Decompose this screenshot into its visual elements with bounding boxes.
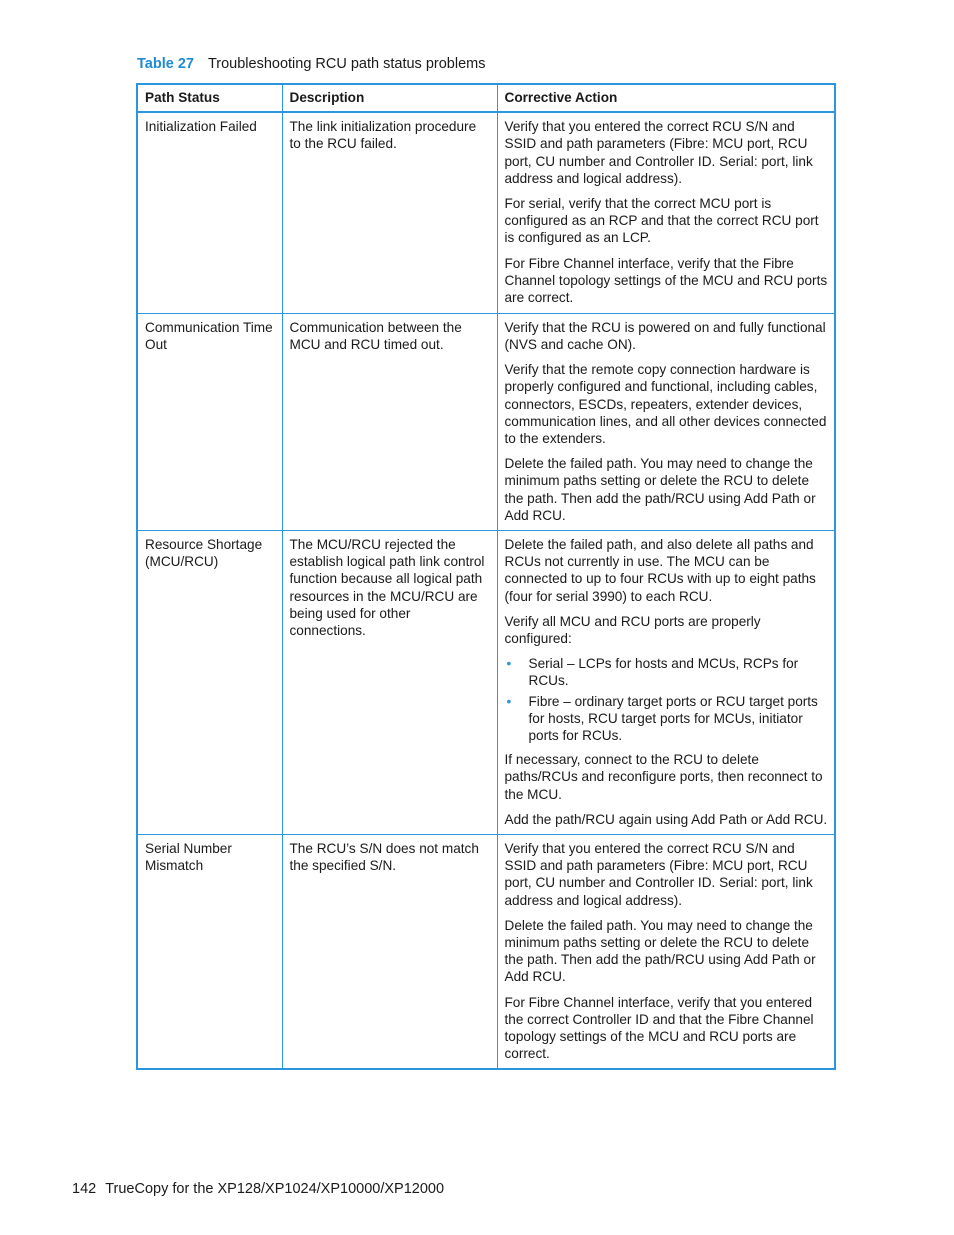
port-bullet-list: [505, 655, 829, 744]
action-paragraph: If necessary, connect to the RCU to delete paths/RCUs and reconfigure ports, then reconnect to the MCU.: [504, 752, 823, 802]
action-paragraph: For Fibre Channel interface, verify that the Fibre Channel topology settings of the MCU and RCU ports are correct.: [504, 255, 828, 306]
path-status-cell: Communication Time Out: [137, 313, 282, 530]
header-corrective-action: Corrective Action: [497, 84, 835, 112]
description-cell: The link initialization procedure to the RCU failed.: [282, 112, 497, 313]
list-item-text: Serial – LCPs for hosts and MCUs, RCPs for RCUs.: [528, 656, 799, 689]
footer-title: TrueCopy for the XP128/XP1024/XP10000/XP12000: [105, 1181, 445, 1197]
table-number: Table 27: [137, 56, 194, 72]
path-status-cell: Resource Shortage (MCU/RCU): [137, 530, 282, 834]
corrective-action-cell: [497, 834, 835, 1069]
page-number: 142: [72, 1181, 97, 1197]
bullet-dot-icon: •: [506, 656, 512, 672]
table-row: [137, 530, 835, 834]
table-row: [137, 834, 835, 1069]
table-row: [137, 313, 835, 530]
table-row: [137, 112, 835, 313]
table-caption: [137, 54, 485, 74]
header-path-status: Path Status: [137, 84, 282, 112]
troubleshooting-table: [136, 83, 836, 1070]
corrective-action-cell: [497, 530, 835, 834]
list-item-text: Fibre – ordinary target ports or RCU target ports for hosts, RCU target ports for MCUs, initiator ports for RCUs.: [528, 693, 818, 743]
action-paragraph: For serial, verify that the correct MCU port is configured as an RCP and that the correct RCU port is configured as an LCP.: [504, 196, 819, 246]
action-paragraph: For Fibre Channel interface, verify that you entered the correct Controller ID and that the Fibre Channel topology settings of the MCU and RCU ports are correct.: [504, 994, 814, 1062]
list-item: [505, 655, 829, 689]
action-paragraph: Add the path/RCU again using Add Path or Add RCU.: [504, 811, 828, 827]
path-status-cell: Serial Number Mismatch: [137, 834, 282, 1069]
action-paragraph: Verify that you entered the correct RCU S/N and SSID and path parameters (Fibre: MCU port, RCU port, CU number and Controller ID. Serial: port, link address and logical address).: [504, 840, 813, 908]
bullet-dot-icon: •: [506, 693, 512, 709]
table-header-row: [137, 84, 835, 112]
action-paragraph: Verify that the remote copy connection hardware is properly configured and functional, including cables, connectors, ESCDs, repeaters, extender devices, communication lines, and all other devices connected to the extenders.: [504, 362, 827, 446]
list-item: [505, 693, 829, 745]
action-paragraph: Verify that the RCU is powered on and fully functional (NVS and cache ON).: [504, 319, 826, 352]
table-title: Troubleshooting RCU path status problems: [207, 56, 486, 72]
action-paragraph: Verify that you entered the correct RCU S/N and SSID and path parameters (Fibre: MCU port, RCU port, CU number and Controller ID. Serial: port, link address and logical address).: [504, 119, 813, 186]
description-cell: The MCU/RCU rejected the establish logical path link control function because all logical path resources in the MCU/RCU are being used for other connections.: [282, 530, 497, 834]
action-paragraph: Verify all MCU and RCU ports are properly configured:: [504, 613, 761, 646]
corrective-action-cell: [497, 313, 835, 530]
path-status-cell: Initialization Failed: [137, 112, 282, 313]
action-paragraph: Delete the failed path. You may need to change the minimum paths setting or delete the RCU to delete the path. Then add the path/RCU using Add Path or Add RCU.: [504, 917, 816, 985]
action-paragraph: Delete the failed path, and also delete all paths and RCUs not currently in use. The MCU can be connected to up to four RCUs with up to eight paths (four for serial 3990) to each RCU.: [504, 536, 816, 604]
description-cell: Communication between the MCU and RCU timed out.: [282, 313, 497, 530]
action-paragraph: Delete the failed path. You may need to change the minimum paths setting or delete the RCU to delete the path. Then add the path/RCU using Add Path or Add RCU.: [504, 456, 816, 523]
page-footer: [72, 1179, 444, 1199]
corrective-action-cell: [497, 112, 835, 313]
header-description: Description: [282, 84, 497, 112]
description-cell: The RCU’s S/N does not match the specified S/N.: [282, 834, 497, 1069]
